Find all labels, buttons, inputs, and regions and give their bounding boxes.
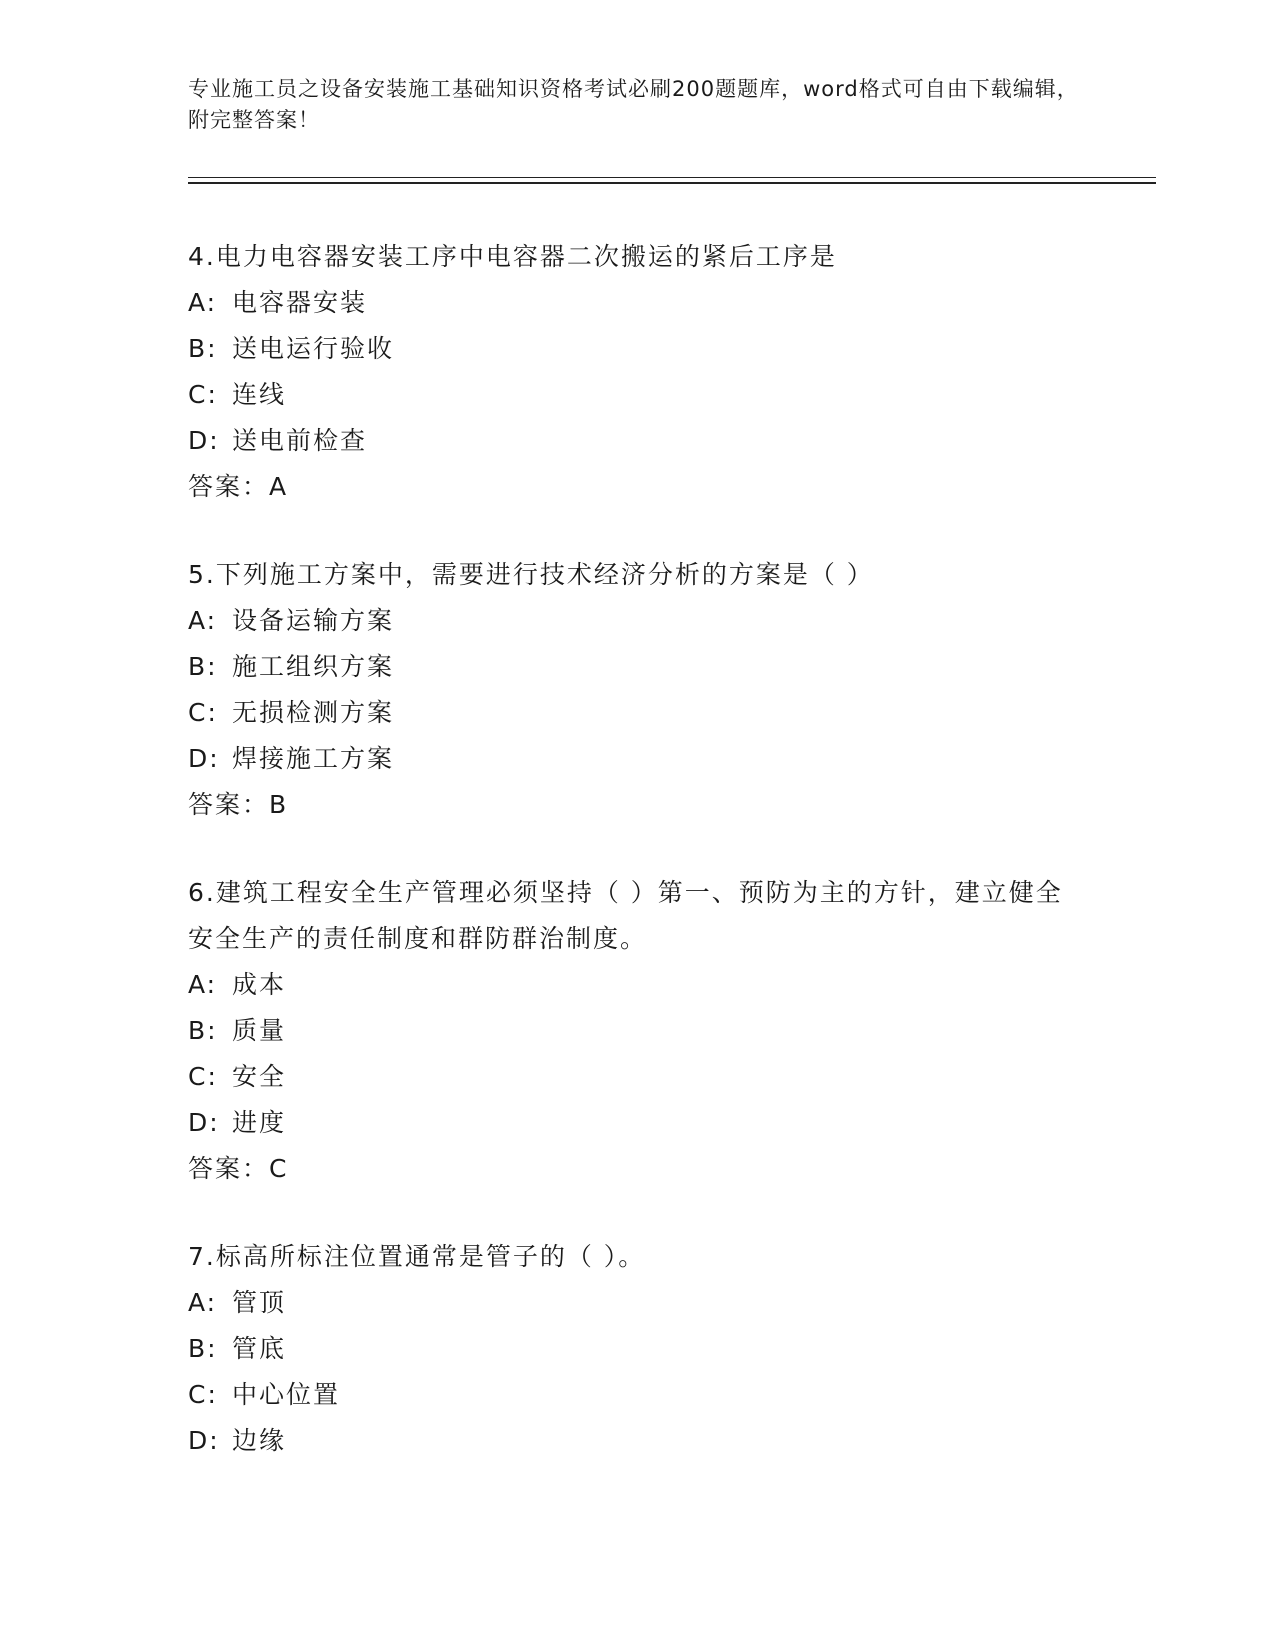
option-c [188, 690, 1088, 736]
question-item [188, 1234, 1088, 1464]
header-divider-thick [188, 182, 1156, 184]
question-list [188, 234, 1088, 1506]
answer-line: 答案：B [188, 790, 289, 819]
question-stem: 5.下列施工方案中，需要进行技术经济分析的方案是（ ） [188, 560, 874, 589]
option-key: A: [188, 606, 218, 635]
option-text: 成本 [232, 970, 287, 999]
question-item [188, 234, 1088, 510]
option-key: C: [188, 380, 218, 409]
option-key: D: [188, 1108, 220, 1137]
option-key: C: [188, 698, 218, 727]
option-text: 管底 [232, 1334, 287, 1363]
option-c [188, 372, 1088, 418]
option-key: B: [188, 1016, 218, 1045]
option-text: 安全 [232, 1062, 287, 1091]
option-b [188, 1008, 1088, 1054]
option-text: 质量 [232, 1016, 287, 1045]
option-d [188, 1100, 1088, 1146]
option-key: D: [188, 1426, 220, 1455]
header-divider-thin [188, 177, 1156, 178]
answer-line: 答案：A [188, 472, 289, 501]
question-stem: 4.电力电容器安装工序中电容器二次搬运的紧后工序是 [188, 242, 837, 271]
option-text: 中心位置 [232, 1380, 341, 1409]
option-text: 电容器安装 [232, 288, 368, 317]
option-text: 焊接施工方案 [232, 744, 395, 773]
option-key: B: [188, 652, 218, 681]
option-text: 送电运行验收 [232, 334, 395, 363]
question-item [188, 870, 1088, 1192]
question-stem: 6.建筑工程安全生产管理必须坚持（ ）第一、预防为主的方针，建立健全安全生产的责任制度和群防群治制度。 [188, 878, 1063, 953]
question-stem: 7.标高所标注位置通常是管子的（ ）。 [188, 1242, 646, 1271]
option-key: D: [188, 426, 220, 455]
option-key: A: [188, 288, 218, 317]
option-key: D: [188, 744, 220, 773]
option-b [188, 1326, 1088, 1372]
option-text: 边缘 [232, 1426, 287, 1455]
option-b [188, 644, 1088, 690]
option-a [188, 598, 1088, 644]
option-text: 施工组织方案 [232, 652, 395, 681]
option-text: 设备运输方案 [232, 606, 395, 635]
option-key: A: [188, 1288, 218, 1317]
option-c [188, 1054, 1088, 1100]
option-a [188, 280, 1088, 326]
question-item [188, 552, 1088, 828]
option-d [188, 418, 1088, 464]
option-text: 送电前检查 [232, 426, 368, 455]
option-text: 无损检测方案 [232, 698, 395, 727]
option-d [188, 736, 1088, 782]
option-key: B: [188, 1334, 218, 1363]
option-key: B: [188, 334, 218, 363]
answer-line: 答案：C [188, 1154, 289, 1183]
option-a [188, 1280, 1088, 1326]
option-key: A: [188, 970, 218, 999]
option-text: 连线 [232, 380, 287, 409]
option-c [188, 1372, 1088, 1418]
option-key: C: [188, 1062, 218, 1091]
option-text: 管顶 [232, 1288, 287, 1317]
option-b [188, 326, 1088, 372]
option-key: C: [188, 1380, 218, 1409]
option-text: 进度 [232, 1108, 287, 1137]
option-a [188, 962, 1088, 1008]
document-header: 专业施工员之设备安装施工基础知识资格考试必刷200题题库，word格式可自由下载编辑，附完整答案！ [188, 77, 1079, 132]
option-d [188, 1418, 1088, 1464]
